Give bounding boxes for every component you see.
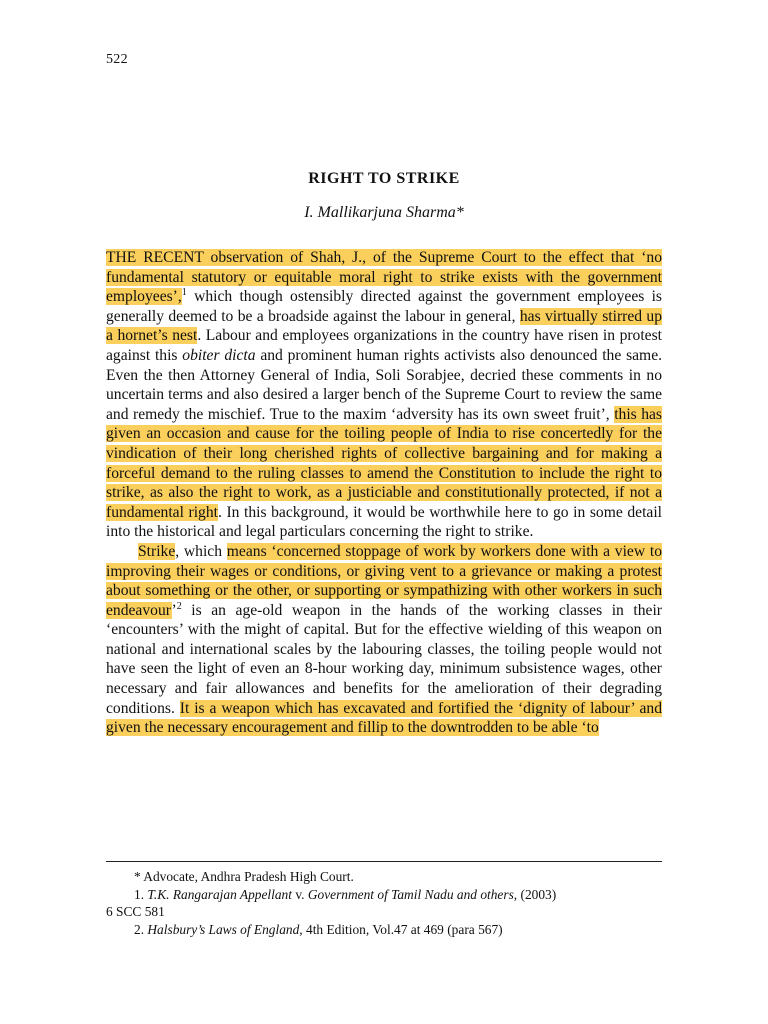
text-run: v. — [291, 886, 308, 902]
highlight: Strike — [138, 542, 176, 560]
paragraph-1 — [106, 248, 662, 542]
article-body — [106, 248, 662, 738]
text-run: which though ostensibly directed against the government employees is generally deemed to be a broadside against the labour in general, — [106, 288, 662, 325]
text-run: . Labour and employees organizations in the country have risen in protest against this — [106, 327, 663, 364]
text-run: is an age-old weapon in the hands of the working classes in their ‘encounters’ with the might of capital. But for the effective wielding of this weapon on national and international scales by the labouring classes, the toiling people would not have seen the light of even an 8-hour working day, minimum subsistence wages, other necessary and fair allowances and benefits for the amelioration of their degrading conditions. — [106, 601, 662, 717]
footnote-2 — [106, 921, 662, 939]
highlight: It is a weapon which has excavated and fortified the ‘dignity of labour’ and given the necessary encouragement and fillip to the downtrodden to be able ‘to — [106, 699, 662, 737]
footnote-ref-2: 2 — [176, 600, 182, 612]
highlight: THE RECENT observation of Shah, J., of the Supreme Court to the effect that ‘no fundamental statutory or equitable moral right to strike exists with the government employees’, — [106, 249, 662, 306]
article-author: I. Mallikarjuna Sharma* — [304, 204, 464, 221]
italic-term: obiter dicta — [182, 346, 256, 364]
case-name: T.K. Rangarajan Appellant — [147, 886, 292, 902]
footnote-author: * Advocate, Andhra Pradesh High Court. — [134, 869, 354, 884]
page-number: 522 — [106, 52, 128, 67]
text-run: . In this background, it would be worthwhile here to go in some detail into the historical and legal particulars concerning the right to strike. — [106, 503, 662, 541]
footnote-ref-1: 1 — [181, 287, 187, 299]
case-name: Government of Tamil Nadu and others, — [307, 886, 518, 902]
text-run: , 4th Edition, Vol.47 at 469 (para 567) — [299, 921, 503, 937]
text-run: , which — [175, 542, 227, 560]
text-run: (2003) — [517, 886, 557, 902]
book-title: Halsbury’s Laws of England — [147, 921, 300, 937]
highlight: means ‘concerned stoppage of work by workers done with a view to improving their wages or conditions, or giving vent to a grievance or making a protest about something or the other, or supporting or sympathizing with other workers in such endeavour — [106, 542, 662, 619]
text-run: ’ — [171, 601, 177, 619]
footnotes — [106, 868, 662, 938]
footnote-1 — [106, 886, 662, 904]
highlight: this has given an occasion and cause for the toiling people of India to rise concertedly for the vindication of their long cherished rights of collective bargaining and for making a forceful demand to the ruling classes to amend the Constitution to include the right to strike, as also the right to work, as a justiciable and constitutionally protected, if not a fundamental right — [106, 405, 663, 521]
footnote-number: 1. — [134, 886, 148, 902]
footnote-1-continued: 6 SCC 581 — [106, 904, 165, 920]
article-title: RIGHT TO STRIKE — [308, 170, 460, 187]
text-run: and prominent human rights activists also denounced the same. Even the then Attorney General of India, Soli Sorabjee, decried these comments in no uncertain terms and also desired a larger bench of the Supreme Court to review the same and remedy the mischief. True to the maxim ‘adversity has its own sweet fruit’, — [106, 346, 663, 423]
footnote-divider — [106, 861, 662, 862]
highlight: has virtually stirred up a hornet’s nest — [106, 307, 662, 345]
paragraph-2 — [106, 542, 662, 738]
footnote-number: 2. — [134, 921, 148, 937]
